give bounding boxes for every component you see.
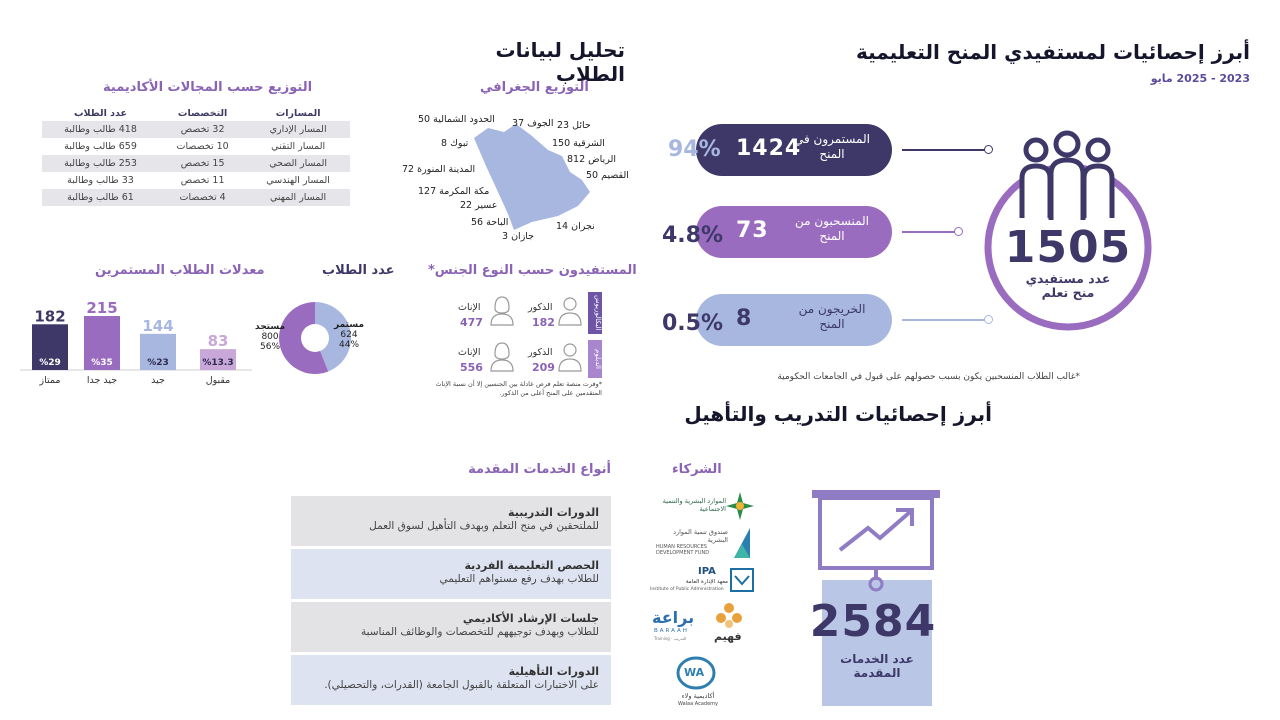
connector-graduates [902,319,988,321]
beneficiaries-label: عدد مستفيدي منح تعلم [1025,271,1111,300]
bachelor-male-label: الذكور [528,302,553,313]
pill-continuing-label: المستمرون في المنح [794,132,870,161]
ipa-icon [730,568,754,594]
partner-logo-hrdf [648,526,758,562]
pill-graduates-label: الخريجون من المنح [798,302,866,331]
table-row [42,155,350,172]
region-riyadh: الرياض 812 [567,154,616,165]
services-title: أنواع الخدمات المقدمة [468,462,611,477]
service-desc: للملتحقين في منح التعلم وبهدف التأهيل لسوق العمل [369,520,599,532]
donut-new-label: مستجد 800 56% [255,322,286,352]
service-desc: على الاختبارات المتعلقة بالقبول الجامعة (القدرات، والتحصيلي). [324,679,599,691]
scholarship-date: 2023 - 2025 مايو [1150,72,1250,85]
bachelor-tag: البكالوريوس [588,292,602,334]
ipa-name: معهد الإدارة العامة [685,579,728,585]
table-cell: المسار الهندسي [266,175,330,186]
table-row [42,189,350,206]
academic-header-specialties: التخصصات [177,108,228,119]
scholarship-footnote: *غالب الطلاب المنسحبين يكون بسبب حصولهم على قبول في الجامعات الحكومية [777,372,1080,382]
table-cell: 61 طالب وطالبة [42,189,159,206]
service-card-training-courses [291,496,611,546]
academic-table-wrap [42,106,350,206]
services-total-label: عدد الخدمات المقدمة [840,652,914,680]
table-row [42,172,350,189]
region-madinah: المدينة المنورة 72 [402,164,476,175]
academic-header-students: عدد الطلاب [74,108,127,119]
diploma-male-value: 209 [532,361,555,374]
pill-continuing [696,124,892,176]
region-hail: حائل 23 [557,120,591,131]
rates-title: معدلات الطلاب المستمرين [95,263,265,278]
pill-graduates-percent: 0.5% [662,311,724,336]
pill-graduates [696,294,892,346]
baraah-sub: Training · التدريب [654,636,687,641]
region-eastern: الشرقية 150 [552,138,605,149]
table-row [42,138,350,155]
partner-logo-baraah [650,608,696,644]
table-cell: 4 تخصصات [159,189,246,206]
analysis-title: تحليل لبيانات الطلاب [495,38,625,86]
gender-note: *وفرت منصة تعلم فرص عادلة بين الجنسين إلا أن نسبة الإناث المتقدمين على المنح أعلى من الذكور. [435,380,602,397]
partner-logo-hrsd [648,490,758,522]
service-desc: للطلاب بهدف رفع مستواهم التعليمي [439,573,599,585]
academic-title: التوزيع حسب المجالات الأكاديمية [103,80,313,95]
donut-continuing-label: مستمر 624 44% [334,320,365,350]
geo-title: التوزيع الجغرافي [480,80,589,95]
hrdf-name-en: HUMAN RESOURCES DEVELOPMENT FUND [656,544,710,556]
bachelor-female-value: 477 [460,316,483,329]
walaa-name-en: Walaa Academy [677,701,719,707]
male-icon-diploma [556,340,584,376]
table-cell: 11 تخصص [180,175,225,186]
ipa-abbr: IPA [698,566,716,577]
chart-percent-label: %13.3 [202,358,234,368]
pill-withdrawn-percent: 4.8% [662,223,724,248]
pill-continuing-percent: 94% [668,137,721,162]
pill-withdrawn [696,206,892,258]
table-row [42,121,350,138]
partners-title: الشركاء [672,462,722,477]
diploma-female-value: 556 [460,361,483,374]
chart-percent-label: %35 [91,358,113,368]
service-title: الدورات التأهيلية [508,665,599,678]
diploma-tag: الدبلوم [588,340,602,378]
table-cell: المسار الإداري [246,121,350,138]
region-najran: نجران 14 [556,221,595,232]
male-icon [556,294,584,330]
table-cell: 15 تخصص [159,155,246,172]
partner-logo-ipa [648,566,758,598]
table-cell: 418 طالب وطالبة [42,121,159,138]
table-cell: 659 طالب وطالبة [64,141,137,152]
training-title: أبرز إحصائيات التدريب والتأهيل [684,402,992,426]
walaa-name: أكاديمية ولاء [681,692,715,700]
service-desc: للطلاب وبهدف توجيههم للتخصصات والوظائف المناسبة [360,626,599,638]
table-cell: 253 طالب وطالبة [42,155,159,172]
service-card-academic-guidance [291,602,611,652]
bachelor-male-value: 182 [532,316,555,329]
chart-category-label: جيد جدا [86,375,118,386]
partner-logo-faheem [708,602,752,648]
service-card-individual-lessons [291,549,611,599]
service-card-qualifying-courses [291,655,611,705]
region-jazan: جازان 3 [502,231,535,242]
service-title: الدورات التدريبية [508,506,599,519]
chart-value-label: 83 [207,332,229,351]
female-icon-diploma [488,340,516,376]
table-cell: المسار المهني [246,189,350,206]
chart-value-label: 182 [34,307,66,326]
region-tabuk: تبوك 8 [441,138,469,149]
scholarship-title: أبرز إحصائيات لمستفيدي المنح التعليمية [855,40,1250,64]
academic-header-path: المسارات [275,108,321,119]
bachelor-female-label: الإناث [458,302,481,313]
connector-continuing [902,149,988,151]
chart-percent-label: %29 [39,358,61,368]
region-makkah: مكة المكرمة 127 [418,186,490,197]
beneficiaries-total: 1505 [1004,222,1132,273]
baraah-name-en: BARAAH [654,628,689,634]
walaa-abbr: WA [684,666,705,679]
pill-withdrawn-value: 73 [736,218,769,243]
female-icon [488,294,516,330]
faheem-icon [712,602,746,630]
hrsd-name: الموارد البشرية والتنمية الاجتماعية [662,497,726,513]
pill-graduates-value: 8 [736,306,753,331]
table-cell: 32 تخصص [159,121,246,138]
table-cell: المسار التقني [271,141,326,152]
chart-value-label: 215 [86,299,118,317]
services-total: 2584 [809,596,937,647]
faheem-name: فهيم [714,630,742,643]
service-title: جلسات الإرشاد الأكاديمي [462,612,599,625]
people-icon [1012,128,1122,224]
gender-title: المستفيدون حسب النوع الجنس* [428,263,637,278]
region-northern-borders: الحدود الشمالية 50 [418,114,495,125]
chart-category-label: ممتاز [39,375,61,386]
baraah-name: براعة [652,608,695,627]
connector-withdrawn [902,231,958,233]
chart-percent-label: %23 [147,358,169,368]
table-cell: 10 تخصصات [176,141,229,152]
hrdf-icon [730,526,754,560]
rates-chart [20,286,260,386]
diploma-female-label: الإناث [458,347,481,358]
hrdf-name: صندوق تنمية الموارد البشرية [673,528,728,544]
region-baha: الباحة 56 [471,217,509,228]
region-jouf: الجوف 37 [512,118,554,129]
region-asir: عسير 22 [460,200,498,211]
pill-continuing-value: 1424 [736,136,802,161]
partner-logo-walaa [668,656,728,712]
pill-withdrawn-label: المنسحبون من المنح [794,214,869,243]
chart-value-label: 144 [142,316,174,335]
diploma-male-label: الذكور [528,347,553,358]
presentation-board-icon [810,488,942,600]
academic-table [42,106,350,206]
service-title: الحصص التعليمية الفردية [464,559,599,572]
chart-category-label: جيد [151,375,165,386]
students-title: عدد الطلاب [322,263,395,278]
chart-category-label: مقبول [205,375,231,386]
ipa-name-en: Institute of Public Administration [650,587,724,592]
table-cell: المسار الصحي [246,155,350,172]
region-qassim: القصيم 50 [586,170,629,181]
table-cell: 33 طالب وطالبة [67,175,134,186]
